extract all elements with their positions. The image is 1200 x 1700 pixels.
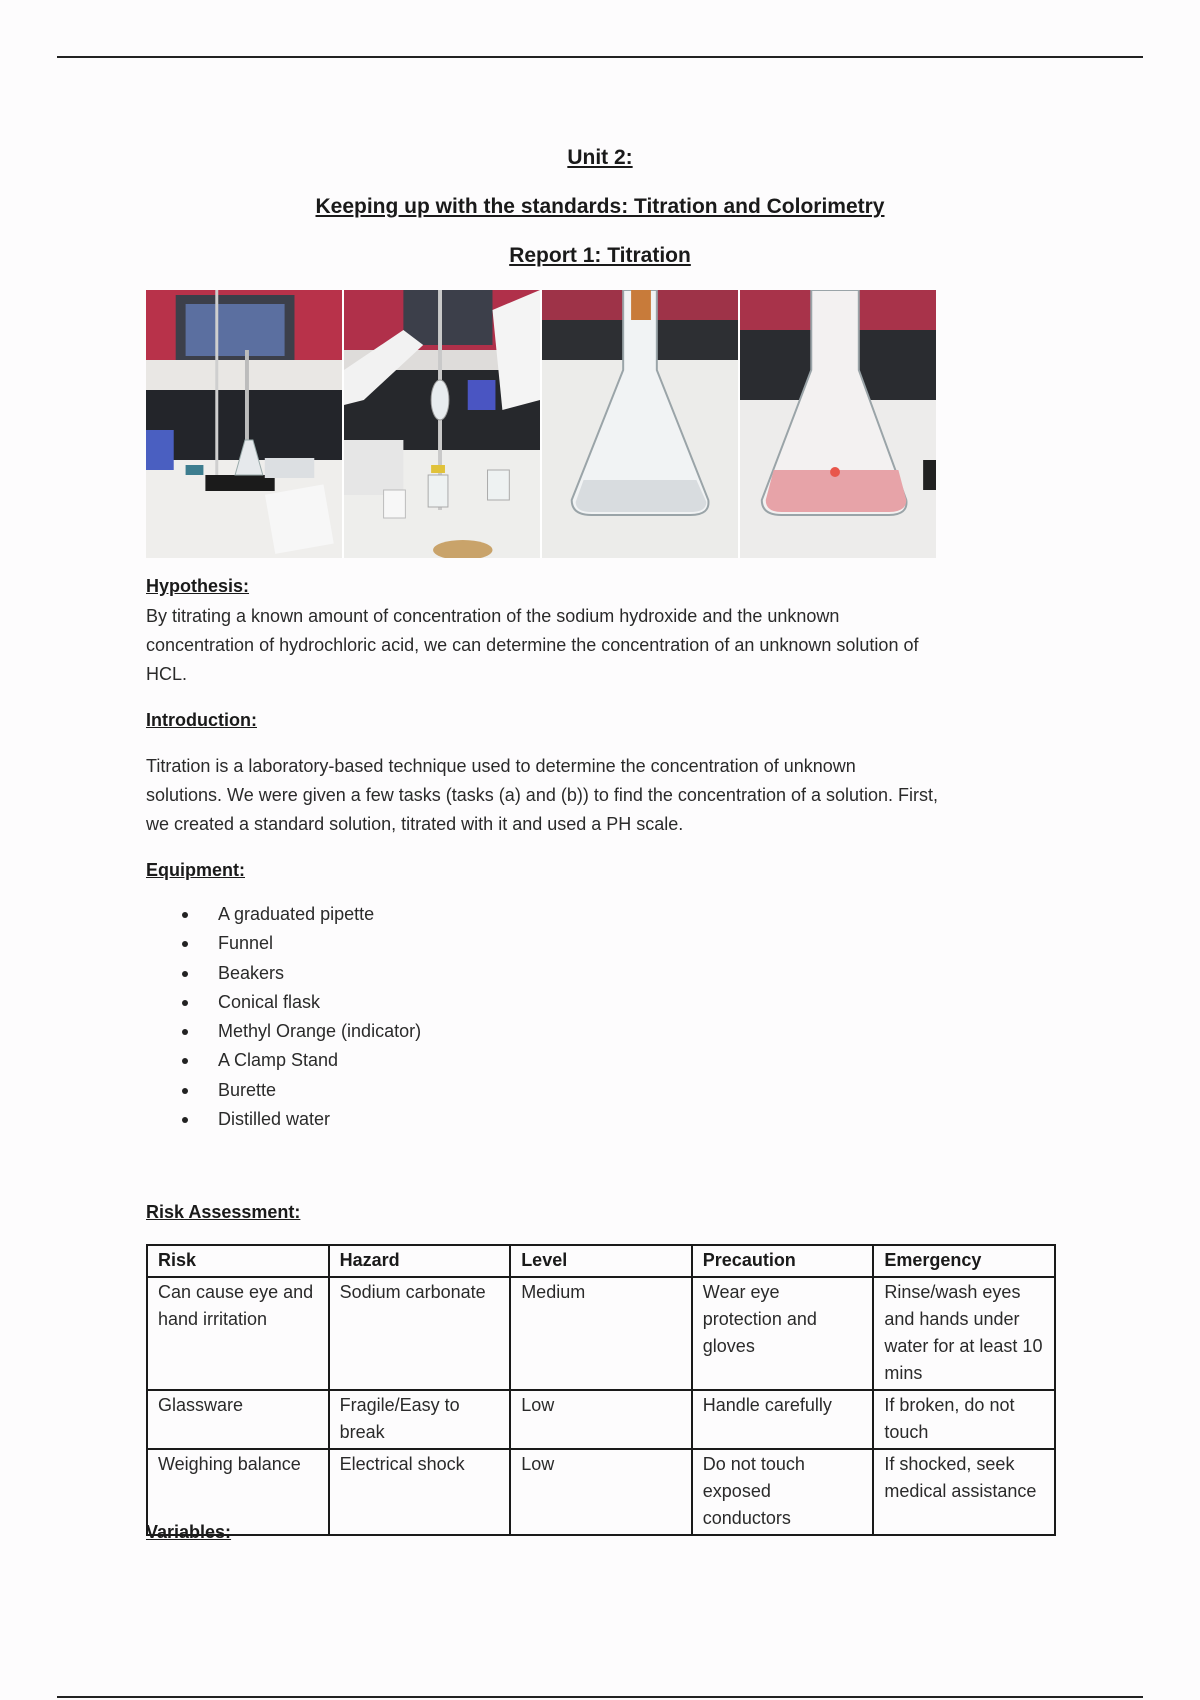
- introduction-line: Titration is a laboratory-based technique used to determine the concentration of unknown: [146, 756, 856, 776]
- table-cell: Handle carefully: [692, 1390, 874, 1449]
- table-row: [147, 1277, 1055, 1390]
- table-cell: Wear eye protection and gloves: [692, 1277, 874, 1390]
- introduction-line: solutions. We were given a few tasks (tasks (a) and (b)) to find the concentration of a solution. First,: [146, 785, 939, 805]
- table-cell: Can cause eye and hand irritation: [147, 1277, 329, 1390]
- top-rule: [57, 56, 1143, 58]
- bullet-icon: [182, 912, 188, 918]
- list-item: [178, 1017, 421, 1046]
- table-cell: Electrical shock: [329, 1449, 511, 1535]
- table-cell: If broken, do not touch: [873, 1390, 1055, 1449]
- equipment-item: Beakers: [218, 962, 285, 983]
- introduction-line: we created a standard solution, titrated with it and used a PH scale.: [146, 814, 684, 834]
- bullet-icon: [182, 971, 188, 977]
- hypothesis-text: [146, 602, 1046, 689]
- report-title: Report 1: Titration: [509, 244, 691, 267]
- bullet-icon: [182, 1000, 188, 1006]
- table-row: [147, 1449, 1055, 1535]
- table-cell: Rinse/wash eyes and hands under water for at least 10 mins: [873, 1277, 1055, 1390]
- hypothesis-line: HCL.: [146, 664, 188, 684]
- unit-title: Unit 2:: [567, 146, 633, 169]
- list-item: [178, 929, 421, 958]
- table-header-row: [147, 1245, 1055, 1277]
- risk-assessment-heading: Risk Assessment:: [146, 1202, 301, 1222]
- pink-conical-flask-photo: [740, 290, 936, 558]
- table-cell: Medium: [510, 1277, 692, 1390]
- photo-strip: [146, 290, 936, 558]
- table-cell: Low: [510, 1449, 692, 1535]
- bottom-rule: [57, 1696, 1143, 1698]
- list-item: [178, 1105, 421, 1134]
- hypothesis-heading: Hypothesis:: [146, 576, 250, 596]
- bullet-icon: [182, 1117, 188, 1123]
- pipette-photo: [344, 290, 540, 558]
- equipment-item: Methyl Orange (indicator): [218, 1021, 422, 1042]
- equipment-item: Burette: [218, 1079, 277, 1100]
- list-item: [178, 1046, 421, 1075]
- risk-assessment-table: [146, 1244, 1056, 1536]
- table-cell: Low: [510, 1390, 692, 1449]
- document-subtitle: Keeping up with the standards: Titration and Colorimetry: [315, 195, 885, 218]
- table-cell: Do not touch exposed conductors: [692, 1449, 874, 1535]
- hypothesis-line: By titrating a known amount of concentration of the sodium hydroxide and the unknown: [146, 606, 840, 626]
- equipment-item: A graduated pipette: [218, 904, 375, 924]
- table-cell: Glassware: [147, 1390, 329, 1449]
- bullet-icon: [182, 941, 188, 947]
- table-cell: Weighing balance: [147, 1449, 329, 1535]
- list-item: [178, 900, 421, 929]
- introduction-text: [146, 752, 1046, 839]
- column-header-emergency: Emergency: [873, 1245, 1055, 1277]
- introduction-heading: Introduction:: [146, 710, 257, 730]
- column-header-risk: Risk: [147, 1245, 329, 1277]
- hypothesis-line: concentration of hydrochloric acid, we can determine the concentration of an unknown solution of: [146, 635, 919, 655]
- column-header-precaution: Precaution: [692, 1245, 874, 1277]
- list-item: [178, 988, 421, 1017]
- table-cell: Fragile/Easy to break: [329, 1390, 511, 1449]
- table-cell: Sodium carbonate: [329, 1277, 511, 1390]
- bullet-icon: [182, 1029, 188, 1035]
- clear-conical-flask-photo: [542, 290, 738, 558]
- list-item: [178, 959, 421, 988]
- equipment-list: [178, 900, 421, 1134]
- table-cell: If shocked, seek medical assistance: [873, 1449, 1055, 1535]
- equipment-item: Distilled water: [218, 1109, 331, 1130]
- equipment-item: Funnel: [218, 933, 274, 954]
- equipment-heading: Equipment:: [146, 860, 245, 880]
- equipment-item: Conical flask: [218, 991, 321, 1012]
- table-row: [147, 1390, 1055, 1449]
- column-header-hazard: Hazard: [329, 1245, 511, 1277]
- bullet-icon: [182, 1058, 188, 1064]
- lab-clamp-stand-photo: [146, 290, 342, 558]
- list-item: [178, 1076, 421, 1105]
- bullet-icon: [182, 1088, 188, 1094]
- column-header-level: Level: [510, 1245, 692, 1277]
- equipment-item: A Clamp Stand: [218, 1050, 339, 1071]
- variables-heading: Variables:: [146, 1522, 232, 1542]
